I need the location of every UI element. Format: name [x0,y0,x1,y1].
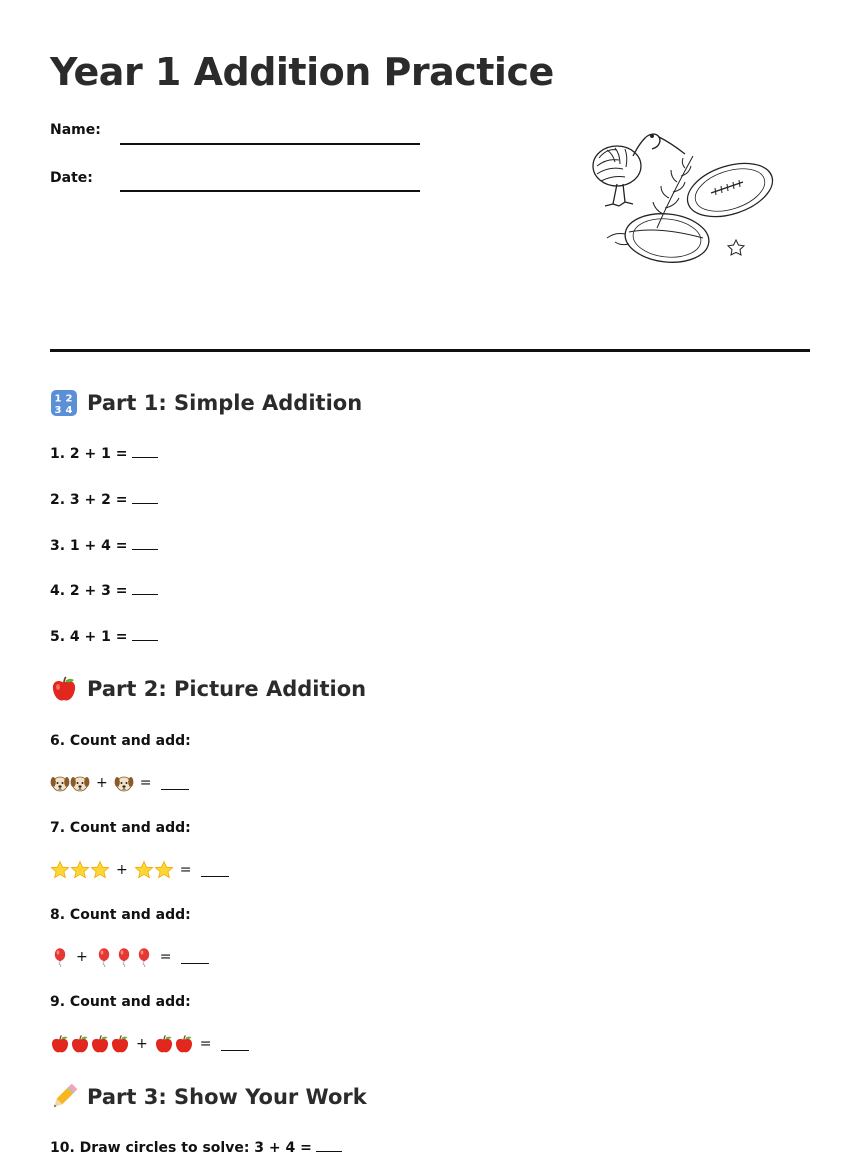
apple-icon [50,1034,70,1054]
pencil-icon [50,1083,78,1111]
plus-sign: + [76,949,88,965]
rugby-ball-icon [607,210,711,267]
equals-sign: = [199,1036,212,1052]
kiwi-rugby-illustration [585,120,785,270]
balloon-icon [134,947,154,967]
section-title-part-1 [50,389,362,417]
question-7-pictures [50,859,229,881]
numbers-1234-icon [50,389,78,417]
equals-sign: = [159,949,172,965]
star-icon [728,240,744,255]
svg-text:1: 1 [54,393,62,405]
date-line [120,190,420,192]
section-title-text: Part 2: Picture Addition [87,677,367,701]
question-3: 3. 1 + 4 = [50,538,158,554]
answer-blank [132,549,158,550]
dog-face-icon [70,773,90,793]
question-6-prompt: 6. Count and add: [50,733,191,749]
dog-face-icon [114,773,134,793]
plus-sign: + [136,1036,148,1052]
question-4: 4. 2 + 3 = [50,583,158,599]
equals-sign: = [179,862,192,878]
section-title-text: Part 1: Simple Addition [87,391,363,415]
question-10: 10. Draw circles to solve: 3 + 4 = [50,1140,342,1156]
star-icon [90,860,110,880]
plus-sign: + [96,775,108,791]
question-9-pictures [50,1033,249,1055]
balloon-icon [114,947,134,967]
fern-icon [653,156,693,228]
answer-blank [132,594,158,595]
question-7-prompt: 7. Count and add: [50,820,191,836]
answer-blank [161,789,189,790]
name-line [120,143,420,145]
answer-blank [132,503,158,504]
question-8-pictures [50,946,209,968]
question-9-prompt: 9. Count and add: [50,994,191,1010]
page-title: Year 1 Addition Practice [50,50,554,94]
question-6-pictures [50,772,189,794]
star-icon [134,860,154,880]
date-label: Date: [50,170,93,186]
dog-face-icon [50,773,70,793]
rugby-ball-icon [681,154,780,227]
apple-icon [70,1034,90,1054]
apple-icon [90,1034,110,1054]
name-label: Name: [50,122,101,138]
balloon-icon [50,947,70,967]
apple-icon [174,1034,194,1054]
star-icon [50,860,70,880]
header-divider [50,349,810,352]
answer-blank [316,1151,342,1152]
svg-text:4: 4 [65,405,73,416]
question-1: 1. 2 + 1 = [50,446,158,462]
svg-text:3: 3 [54,405,62,416]
equals-sign: = [139,775,152,791]
question-2: 2. 3 + 2 = [50,492,158,508]
balloon-icon [94,947,114,967]
answer-blank [181,963,209,964]
answer-blank [132,457,158,458]
apple-icon [50,675,78,703]
apple-icon [110,1034,130,1054]
star-icon [154,860,174,880]
section-title-part-2 [50,675,366,703]
answer-blank [201,876,229,877]
star-icon [70,860,90,880]
svg-text:2: 2 [65,393,73,405]
question-5: 5. 4 + 1 = [50,629,158,645]
question-8-prompt: 8. Count and add: [50,907,191,923]
apple-icon [154,1034,174,1054]
section-title-text: Part 3: Show Your Work [87,1085,367,1109]
section-title-part-3 [50,1083,367,1111]
answer-blank [221,1050,249,1051]
plus-sign: + [116,862,128,878]
answer-blank [132,640,158,641]
